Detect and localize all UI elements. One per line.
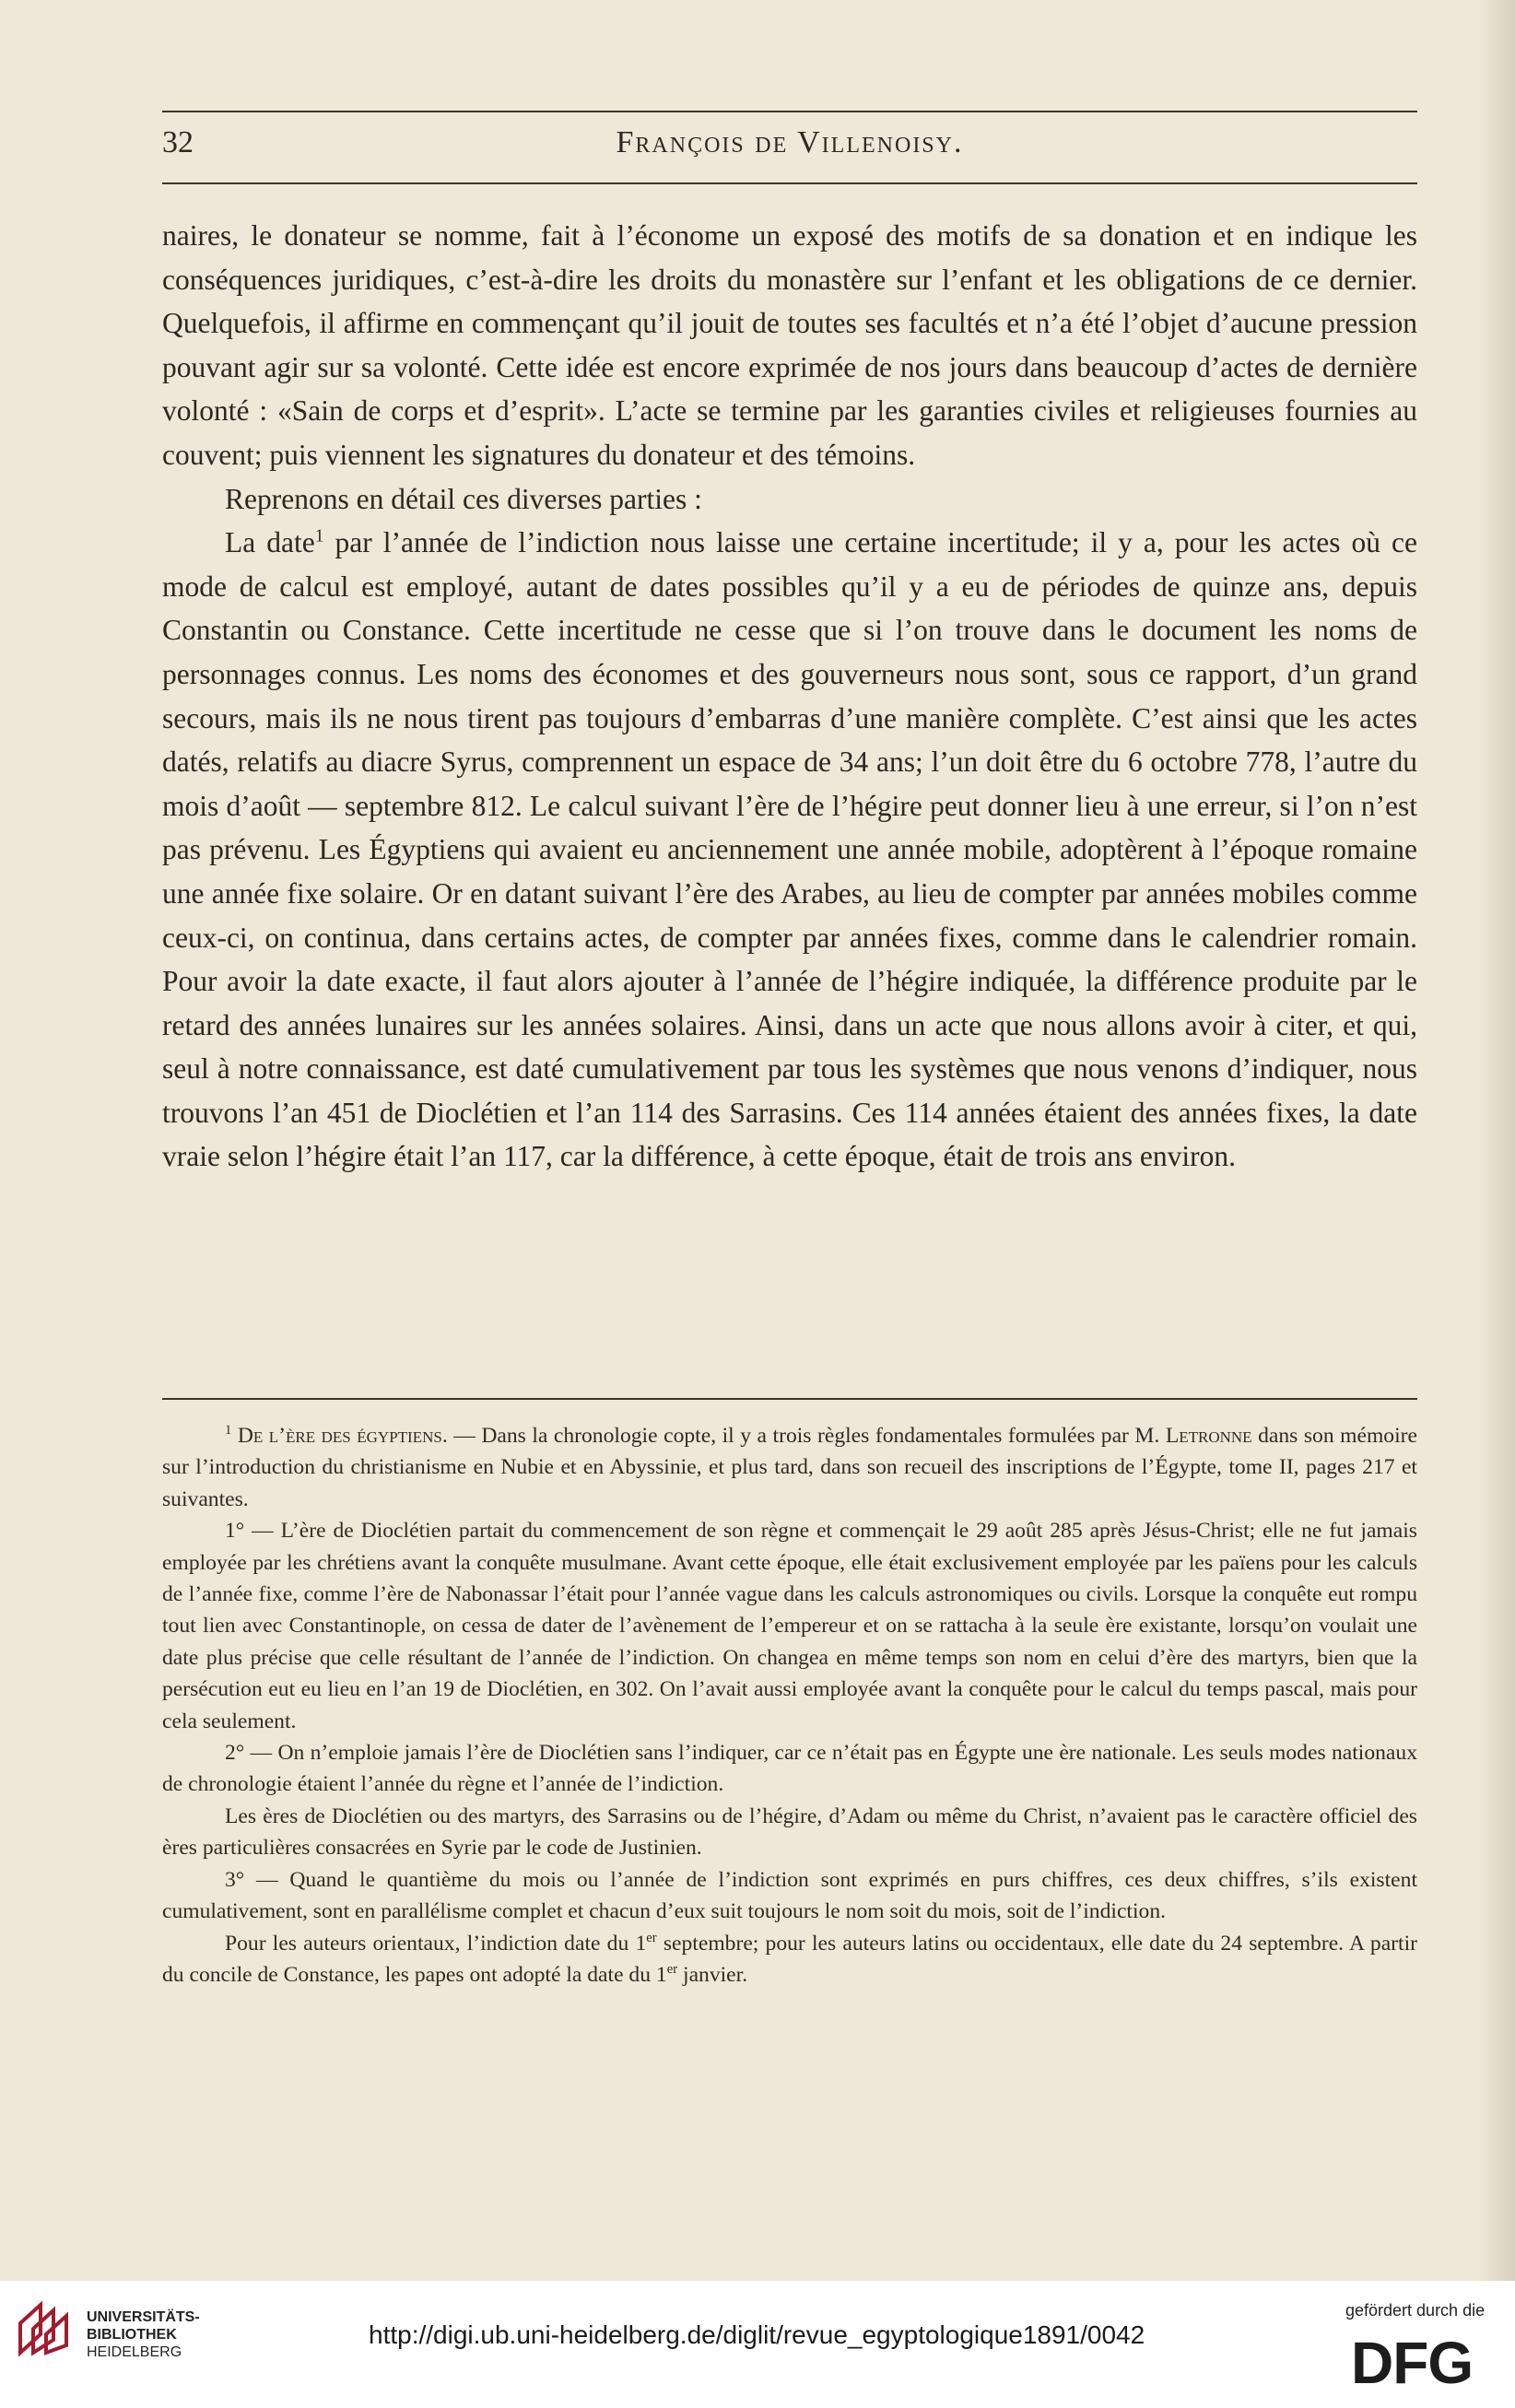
- footnote-point-3: 3° — Quand le quantième du mois ou l’année de l’indiction sont exprimés en purs chiffres, ces deux chiffres, s’ils existent cumulativement, sont en parallélisme complet et chacun d’eux suit toujours le nom soit du mois, soit de l’indiction.: [162, 1867, 1417, 1924]
- footnotes: [162, 1420, 1417, 1991]
- funding-caption: gefördert durch die: [1345, 2301, 1486, 2320]
- footnote-paragraph-eras: Les ères de Dioclétien ou des martyrs, des Sarrasins ou de l’hégire, d’Adam ou même du Christ, n’avaient pas le caractère officiel des ères particulières consacrées en Syrie par le code de Justinien.: [162, 1803, 1417, 1861]
- library-name-line-2: BIBLIOTHEK: [87, 2327, 177, 2343]
- footnote-author-name: Letronne: [1165, 1424, 1252, 1448]
- library-name: [87, 2308, 200, 2361]
- indiction-text-c: janvier.: [677, 1962, 748, 1987]
- indiction-text-b: septembre; pour les auteurs latins ou occidentaux, elle date du 24 septembre. A partir du concile de Constance, les papes ont adopté la date du 1: [162, 1931, 1417, 1987]
- main-text: [162, 214, 1417, 1179]
- ub-heidelberg-logo-icon: [13, 2297, 76, 2360]
- footnote-paragraph-indiction: [162, 1928, 1417, 1991]
- paragraph-3: [162, 521, 1417, 1179]
- digitization-footer: [0, 2281, 1515, 2408]
- dfg-logo: DFG: [1351, 2330, 1474, 2396]
- running-title: François de Villenoisy.: [616, 125, 964, 159]
- library-name-line-3: HEIDELBERG: [87, 2344, 182, 2360]
- page-number: 32: [162, 125, 194, 159]
- footnote-point-2: 2° — On n’emploie jamais l’ère de Dioclétien sans l’indiquer, car ce n’était pas en Égypte une ère nationale. Les seuls modes nationaux de chronologie étaient l’année du règne et l’année de l’indiction.: [162, 1741, 1417, 1797]
- paragraph-3-start: La date: [225, 526, 315, 559]
- footnote-point-1: 1° — L’ère de Dioclétien partait du commencement de son règne et commençait le 29 août 285 après Jésus-Christ; elle ne fut jamais employée par les chrétiens avant la conquête musulmane. Avant cette époque, elle était exclusivement employée par les païens pour les calculs de l’année fixe, comme l’ère de Nabonassar l’était pour l’année vague dans les calculs astronomiques ou civils. Lorsque la conquête eut rompu tout lien avec Constantinople, on cessa de dater de l’avènement de l’empereur et on se rattacha à la seule ère existante, lorsqu’on voulait une date plus précise que celle résultant de l’année de l’indiction. On changea en même temps son nom en celui d’ère des martyrs, bien que la persécution eut eu lieu en l’an 19 de Dioclétien, en 302. On l’avait aussi employée avant la conquête pour le calcul du temps pascal, mais pour cela seulement.: [162, 1519, 1417, 1733]
- paragraph-3-body: par l’année de l’indiction nous laisse une certaine incertitude; il y a, pour les actes où ce mode de calcul est employé, autant de dates possibles qu’il y a eu de périodes de quinze ans, depuis Constantin ou Constance. Cette incertitude ne cesse que si l’on trouve dans le document les noms de personnages connus. Les noms des économes et des gouverneurs nous sont, sous ce rapport, d’un grand secours, mais ils ne nous tirent pas toujours d’embarras d’une manière complète. C’est ainsi que les actes datés, relatifs au diacre Syrus, comprennent un espace de 34 ans; l’un doit être du 6 octobre 778, l’autre du mois d’août — septembre 812. Le calcul suivant l’ère de l’hégire peut donner lieu à une erreur, si l’on n’est pas prévenu. Les Égyptiens qui avaient eu anciennement une année mobile, adoptèrent à l’époque romaine une année fixe solaire. Or en datant suivant l’ère des Arabes, au lieu de compter par années mobiles comme ceux-ci, on continua, dans certains actes, de compter par années fixes, comme dans le calendrier romain. Pour avoir la date exacte, il faut alors ajouter à l’année de l’hégire indiquée, la différence produite par le retard des années lunaires sur les années solaires. Ainsi, dans un acte que nous allons avoir à citer, et qui, seul à notre connaissance, est daté cumulativement par tous les systèmes que nous venons d’indiquer, nous trouvons l’an 451 de Dioclétien et l’an 114 des Sarrasins. Ces 114 années étaient des années fixes, la date vraie selon l’hégire était l’an 117, car la différence, à cette époque, était de trois ans environ.: [162, 526, 1418, 1173]
- library-name-line-1: UNIVERSITÄTS-: [87, 2309, 200, 2325]
- footnote-heading: De l’ère des égyptiens.: [237, 1424, 448, 1448]
- ordinal-suffix: er: [666, 1962, 678, 1978]
- footnote-1: [162, 1420, 1417, 1515]
- footnote-text-a: — Dans la chronologie copte, il y a trois règles fondamentales formulées par M.: [447, 1424, 1166, 1448]
- paragraph-1: naires, le donateur se nomme, fait à l’économe un exposé des motifs de sa donation et en indique les conséquences juridiques, c’est-à-dire les droits du monastère sur l’enfant et les obligations de ce dernier. Quelquefois, il affirme en commençant qu’il jouit de toutes ses facultés et n’a été l’objet d’aucune pression pouvant agir sur sa volonté. Cette idée est encore exprimée de nos jours dans beaucoup d’actes de dernière volonté : «Sain de corps et d’esprit». L’acte se termine par les garanties civiles et religieuses fournies au couvent; puis viennent les signatures du donateur et des témoins.: [162, 219, 1417, 471]
- footnote-mark: 1: [225, 1423, 232, 1439]
- ordinal-suffix: er: [646, 1930, 657, 1945]
- footnote-ref-1: 1: [314, 526, 324, 546]
- header-top-rule: [162, 111, 1417, 112]
- footnote-text-b: dans son mémoire sur l’introduction du christianisme en Nubie et en Abyssinie, et plus tard, dans son recueil des inscriptions de l’Égypte, tome II, pages 217 et suivantes.: [162, 1424, 1417, 1511]
- footnote-rule: [162, 1398, 1417, 1400]
- running-header: [162, 118, 1417, 173]
- header-bottom-rule: [162, 182, 1417, 184]
- paragraph-2: Reprenons en détail ces diverses parties :: [225, 482, 702, 515]
- permalink-url[interactable]: http://digi.ub.uni-heidelberg.de/diglit/revue_egyptologique1891/0042: [369, 2320, 1145, 2349]
- indiction-text-a: Pour les auteurs orientaux, l’indiction date du 1: [225, 1931, 647, 1956]
